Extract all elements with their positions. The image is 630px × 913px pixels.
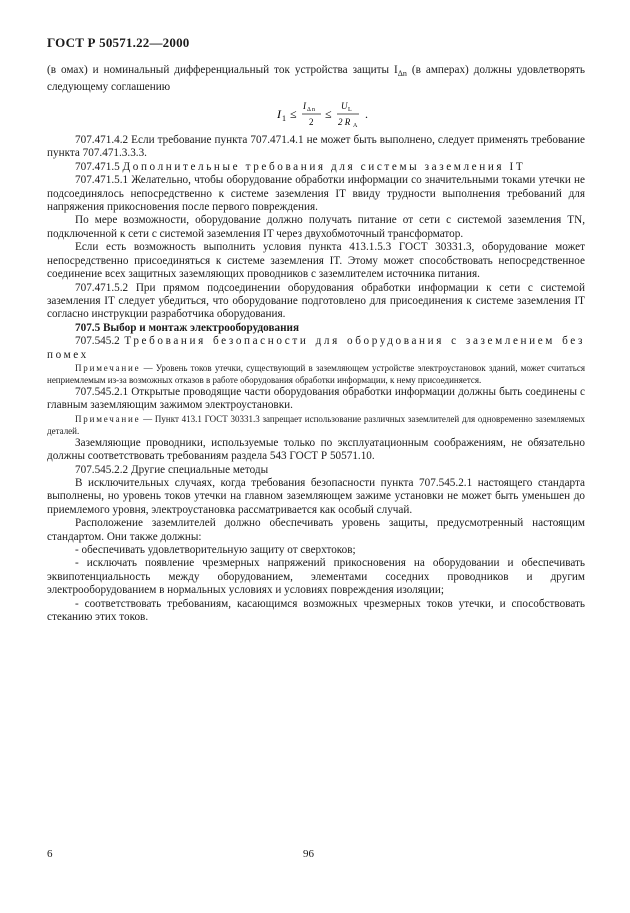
formula-frac1-num: I: [303, 101, 306, 112]
formula-frac2-den: 2 R: [338, 117, 351, 128]
note-413-1: Примечание — Пункт 413.1 ГОСТ 30331.3 запрещает использование различных заземлителей для одновременно заземляемых деталей.: [47, 413, 585, 436]
formula-frac1-num-sub: Δ n: [307, 107, 316, 114]
paragraph-707-545-2-1: 707.545.2.1 Открытые проводящие части оборудования обработки информации должны быть соединены с главным заземляющим зажимом электроустановки.: [47, 385, 585, 412]
formula-lhs-sub: 1: [282, 114, 286, 124]
formula-svg: [275, 100, 385, 128]
paragraph-gost-30331: Если есть возможность выполнить условия пункта 413.1.5.3 ГОСТ 30331.3, оборудование может непосредственно присоединяться к системе заземления IT. Этому может способствовать непосредственное соединение всех защитных заземляющих проводников с заземлителем источника питания.: [47, 241, 585, 281]
paragraph-707-471-5-2: 707.471.5.2 При прямом подсоединении оборудования обработки информации к сети с системой заземления IT следует убедиться, что оборудование подготовлено для присоединения к системе заземления IT согласно инструкции разработчика оборудования.: [47, 281, 585, 321]
formula-frac2-num: U: [341, 101, 348, 112]
note-leakage-current: Примечание — Уровень токов утечки, существующий в заземляющем устройстве электроустановок зданий, может считаться неприемлемым из-за возможных отказов в работе оборудования обработки информации, к нему присоединяется.: [47, 362, 585, 385]
section-heading-707-471-5: 707.471.5 Дополнительные требования для системы заземления IT: [75, 160, 526, 173]
list-item: - исключать появление чрезмерных напряжений прикосновения на оборудовании и обеспечивать эквипотенциальность между оборудованием, элементами соседних проводников и другим электрооборудованием в нормальных условиях и условиях повреждения изоляции;: [47, 557, 585, 597]
formula-frac2-num-sub: L: [348, 107, 352, 114]
list-item: - соответствовать требованиям, касающимся возможных чрезмерных токов утечки, и способствовать стеканию этих токов.: [47, 597, 585, 624]
document-code-header: ГОСТ Р 50571.22—2000: [47, 35, 190, 50]
formula-frac2-den-sub: A: [353, 123, 358, 129]
formula-rel-1: ≤: [290, 107, 297, 122]
paragraph-tn-system: По мере возможности, оборудование должно получать питание от сети с системой заземления TN, подключенной к сети с системой заземления IT через двухобмоточный трансформатор.: [47, 214, 585, 240]
paragraph-exceptional-cases: В исключительных случаях, когда требования безопасности пункта 707.545.2.1 настоящего стандарта выполнены, но уровень токов утечки на главном заземляющем зажиме установки не может быть уменьшен до приемлемого уровня, электроустановка рассматривается как особый случай.: [47, 476, 585, 516]
page-number: 96: [303, 848, 314, 860]
formula-rel-2: ≤: [325, 107, 332, 122]
paragraph-707-545-2-2: 707.545.2.2 Другие специальные методы: [75, 463, 269, 476]
paragraph-intro: (в омах) и номинальный дифференциальный ток устройства защиты $I_{\Delta n}$ (в амперах) должны удовлетворять следующему соглашению: [47, 64, 585, 93]
section-heading-707-545-2: 707.545.2 Требования безопасности для оборудования с заземлением без помех: [47, 335, 586, 361]
formula: [47, 100, 585, 129]
paragraph-707-471-5-1: 707.471.5.1 Желательно, чтобы оборудование обработки информации со значительными токами утечки не подсоединялось непосредственно к системе заземления IT ввиду трудности выполнения требований для напряжения прикосновения после первого повреждения.: [47, 174, 585, 214]
paragraph-earth-electrodes: Расположение заземлителей должно обеспечивать уровень защиты, предусмотренный настоящим стандартом. Они также должны:: [47, 517, 585, 543]
formula-end: .: [365, 107, 368, 122]
paragraph-707-471-4-2: 707.471.4.2 Если требование пункта 707.471.4.1 не может быть выполнено, следует применять требование пункта 707.471.3.3.3.: [47, 134, 585, 160]
document-body: [47, 64, 585, 624]
formula-lhs: I: [277, 107, 281, 122]
formula-frac1-den: 2: [309, 117, 314, 128]
list-item: - обеспечивать удовлетворительную защиту от сверхтоков;: [75, 544, 356, 557]
paragraph-earthing-conductors: Заземляющие проводники, используемые только по эксплуатационным соображениям, не обязательно должны соответствовать требованиям раздела 543 ГОСТ Р 50571.10.: [47, 436, 585, 463]
section-heading-707-5: 707.5 Выбор и монтаж электрооборудования: [75, 321, 300, 334]
footer-left-number: 6: [47, 848, 53, 860]
